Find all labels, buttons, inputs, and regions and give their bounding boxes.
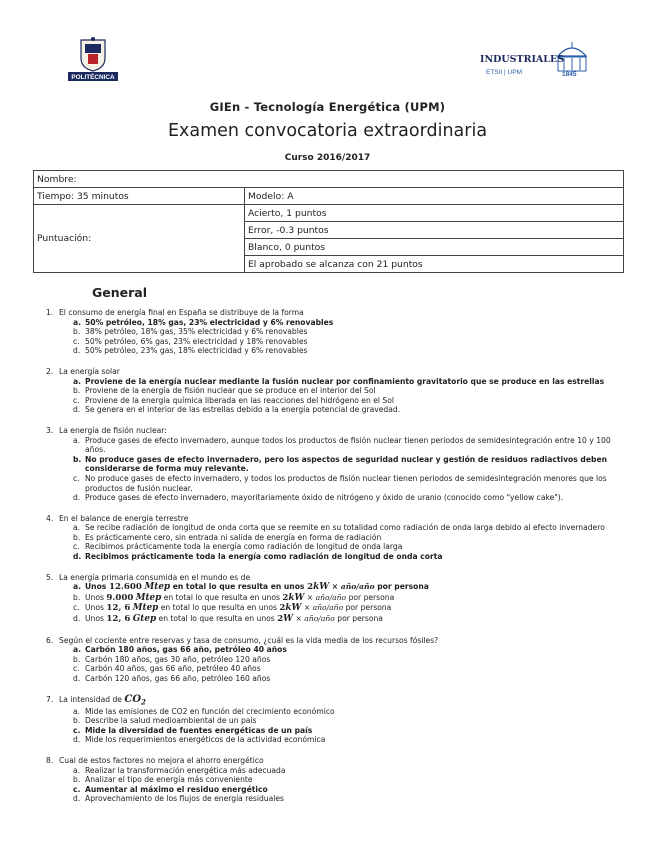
option-power-unit: kW	[313, 582, 330, 593]
option-pre: Unos	[85, 614, 104, 624]
option-post: por persona	[337, 614, 383, 624]
exam-info-table	[33, 170, 624, 273]
option-text: Proviene de la energía química liberada en las reacciones del hidrógeno en el Sol	[85, 395, 394, 405]
option-b[interactable]	[73, 327, 626, 337]
option-pre: Unos	[85, 603, 104, 613]
option-text: No produce gases de efecto invernadero, pero los aspectos de seguridad nuclear y gestión de residuos radiactivos deben considerarse de forma muy relevante.	[85, 454, 608, 474]
option-power: 2	[279, 603, 286, 614]
option-text: 50% petróleo, 6% gas, 23% electricidad y 18% renovables	[85, 336, 308, 346]
model-cell: Modelo: A	[245, 188, 624, 205]
option-letter: c.	[73, 784, 81, 794]
option-letter: d.	[73, 794, 81, 804]
question-number: 6.	[46, 635, 54, 645]
option-power-unit: kW	[288, 592, 305, 603]
option-text: Se genera en el interior de las estrellas debido a la energía potencial de gravedad.	[85, 405, 401, 415]
option-post: por persona	[348, 592, 395, 602]
option-mid: en total lo que resulta en unos	[160, 603, 277, 613]
question-stem: El consumo de energía final en España se distribuye de la forma	[59, 308, 304, 317]
option-text: 50% petróleo, 23% gas, 18% electricidad y 6% renovables	[85, 346, 308, 356]
option-letter: a.	[73, 376, 82, 386]
option-pre: Unos	[85, 592, 104, 602]
option-b[interactable]	[73, 716, 626, 726]
option-times: ×	[303, 603, 311, 613]
option-b[interactable]	[73, 655, 626, 665]
exam-title: Examen convocatoria extraordinaria	[167, 121, 488, 141]
question-stem: La energía primaria consumida en el mundo es de	[59, 572, 251, 582]
option-amount: 12, 6	[106, 603, 131, 614]
question-stem: Cual de estos factores no mejora el ahorro energético	[59, 756, 264, 766]
option-mid: en total lo que resulta en unos	[172, 582, 305, 592]
option-d[interactable]	[73, 794, 626, 804]
option-b[interactable]	[73, 386, 626, 396]
option-c[interactable]	[73, 542, 626, 552]
question-number: 1.	[46, 308, 54, 317]
option-d[interactable]	[73, 405, 626, 415]
option-b[interactable]	[73, 455, 626, 474]
option-fraction: año/año	[304, 614, 335, 624]
option-letter: d.	[73, 346, 81, 356]
section-title: General	[92, 285, 147, 300]
option-a[interactable]	[73, 645, 626, 655]
question-number: 7.	[46, 694, 54, 704]
option-mid: en total lo que resulta en unos	[163, 592, 280, 602]
name-field[interactable]: Nombre:	[34, 171, 624, 188]
option-letter: c.	[73, 664, 80, 674]
option-letter: b.	[73, 454, 82, 464]
option-text: Es prácticamente cero, sin entrada ni salida de energía en forma de radiación	[85, 532, 382, 542]
option-power-unit: kW	[285, 603, 302, 614]
option-text: Se recibe radiación de longitud de onda corta que se reemite en su totalidad como radiación de onda larga debido al efecto invernadero	[85, 523, 605, 533]
option-letter: a.	[73, 706, 81, 716]
course-code: GIEn - Tecnología Energética (UPM)	[209, 100, 446, 114]
option-a[interactable]	[73, 707, 626, 717]
option-d[interactable]	[73, 614, 626, 625]
option-letter: a.	[73, 582, 82, 592]
score-pass-cell: El aprobado se alcanza con 21 puntos	[245, 256, 624, 273]
option-a[interactable]	[73, 318, 626, 328]
option-letter: c.	[73, 336, 80, 346]
option-power: 2	[277, 614, 284, 625]
co2-formula: CO	[124, 693, 142, 705]
option-text: Carbón 40 años, gas 66 año, petróleo 40 años	[85, 664, 261, 674]
option-letter: a.	[73, 523, 81, 533]
option-letter: b.	[73, 775, 81, 785]
option-letter: c.	[73, 725, 81, 735]
option-text: 50% petróleo, 18% gas, 23% electricidad y 6% renovables	[85, 317, 334, 327]
option-letter: a.	[73, 317, 82, 327]
question-3	[46, 426, 626, 503]
logo-year: 1845	[562, 71, 577, 78]
option-text: Aumentar al máximo el residuo energético	[85, 784, 268, 794]
option-text: Proviene de la energía de fisión nuclear que se produce en el interior del Sol	[85, 386, 376, 396]
option-d[interactable]	[73, 674, 626, 684]
question-stem: La energía solar	[59, 366, 120, 376]
option-letter: d.	[73, 735, 81, 745]
option-fraction: año/año	[312, 603, 344, 613]
option-c[interactable]	[73, 337, 626, 347]
option-text: Proviene de la energía nuclear mediante la fusión nuclear por confinamiento gravitatorio que se produce en las estrellas	[85, 376, 605, 386]
option-d[interactable]	[73, 493, 626, 503]
option-amount: 9.000	[106, 592, 134, 603]
option-text: Mide las emisiones de CO2 en función del crecimiento económico	[85, 706, 335, 716]
option-text: Recibimos prácticamente toda la energía como radiación de longitud de onda larga	[85, 542, 403, 552]
logo-left-text: POLITÉCNICA	[71, 74, 115, 81]
option-c[interactable]	[73, 396, 626, 406]
option-letter: a.	[73, 645, 82, 655]
option-letter: a.	[73, 435, 81, 445]
option-times: ×	[306, 592, 314, 602]
option-times: ×	[331, 582, 339, 592]
option-text: Aprovechamiento de los flujos de energía residuales	[85, 794, 284, 804]
question-number: 5.	[46, 572, 54, 582]
option-letter: d.	[73, 614, 81, 624]
option-b[interactable]	[73, 533, 626, 543]
option-letter: b.	[73, 592, 81, 602]
option-a[interactable]	[73, 582, 626, 593]
option-b[interactable]	[73, 593, 626, 604]
option-letter: d.	[73, 552, 82, 562]
option-text: No produce gases de efecto invernadero, y todos los productos de fisión nuclear tienen periodos de semidesintegración menores que los productos de fusión nuclear.	[85, 473, 607, 493]
score-blank-cell: Blanco, 0 puntos	[245, 239, 624, 256]
option-text: Mide la diversidad de fuentes energéticas de un país	[85, 725, 313, 735]
option-letter: d.	[73, 493, 81, 503]
option-amount: 12.600	[108, 582, 142, 593]
option-power: 2	[282, 592, 289, 603]
option-unit: Mtep	[144, 582, 171, 593]
option-text: 38% petróleo, 18% gas, 35% electricidad y 6% renovables	[85, 327, 308, 337]
question-8	[46, 756, 626, 804]
option-fraction: año/año	[340, 582, 375, 592]
option-letter: b.	[73, 386, 81, 396]
option-letter: c.	[73, 542, 80, 552]
option-a[interactable]	[73, 766, 626, 776]
question-number: 2.	[46, 366, 54, 376]
option-c[interactable]	[73, 474, 626, 493]
option-letter: b.	[73, 532, 81, 542]
question-number: 8.	[46, 756, 54, 766]
option-text: Produce gases de efecto invernadero, aunque todos los productos de fisión nuclear tienen periodos de semidesintegración entre 10 y 100 años.	[85, 435, 611, 455]
option-amount: 12, 6	[106, 614, 131, 625]
option-c[interactable]	[73, 785, 626, 795]
option-letter: b.	[73, 327, 81, 337]
option-a[interactable]	[73, 377, 626, 387]
crest-icon	[81, 37, 105, 71]
option-letter: c.	[73, 473, 80, 483]
upm-logo	[62, 36, 124, 82]
option-c[interactable]	[73, 664, 626, 674]
score-label-cell: Puntuación:	[34, 205, 245, 273]
option-post: por persona	[345, 603, 392, 613]
option-text: Mide los requerimientos energéticos de la actividad económica	[85, 735, 326, 745]
question-5	[46, 573, 626, 625]
time-cell: Tiempo: 35 minutos	[34, 188, 245, 205]
option-text: Recibimos prácticamente toda la energía como radiación de longitud de onda corta	[85, 552, 443, 562]
option-text: Describe la salud medioambiental de un país	[85, 716, 257, 726]
option-mid: en total lo que resulta en unos	[158, 614, 275, 624]
academic-year: Curso 2016/2017	[284, 153, 371, 163]
option-power: 2	[307, 582, 314, 593]
question-4	[46, 514, 626, 562]
option-text: Carbón 180 años, gas 66 año, petróleo 40 años	[85, 645, 287, 655]
question-1	[46, 308, 626, 356]
score-error-cell: Error, -0.3 puntos	[245, 222, 624, 239]
option-pre: Unos	[85, 582, 107, 592]
question-list	[46, 308, 626, 815]
question-2	[46, 367, 626, 415]
logo-sub: ETSII | UPM	[486, 69, 522, 76]
option-d[interactable]	[73, 552, 626, 562]
option-a[interactable]	[73, 436, 626, 455]
option-c[interactable]	[73, 726, 626, 736]
question-number: 3.	[46, 425, 54, 435]
option-unit: Mtep	[135, 592, 162, 603]
option-letter: b.	[73, 654, 81, 664]
option-letter: c.	[73, 603, 80, 613]
question-number: 4.	[46, 513, 54, 523]
logo-brand: INDUSTRIALES	[480, 54, 565, 65]
option-b[interactable]	[73, 775, 626, 785]
score-correct-cell: Acierto, 1 puntos	[245, 205, 624, 222]
option-c[interactable]	[73, 603, 626, 614]
option-fraction: año/año	[315, 592, 347, 602]
option-letter: d.	[73, 405, 81, 415]
question-stem: La intensidad de	[59, 694, 122, 704]
option-power-unit: W	[283, 614, 294, 625]
option-d[interactable]	[73, 346, 626, 356]
question-stem: En el balance de energía terrestre	[59, 513, 189, 523]
option-letter: a.	[73, 765, 81, 775]
industriales-logo	[478, 40, 590, 78]
option-post: por persona	[377, 582, 429, 592]
option-text: Realizar la transformación energética más adecuada	[85, 765, 286, 775]
co2-subscript: 2	[141, 697, 146, 707]
option-text: Carbón 120 años, gas 66 año, petróleo 160 años	[85, 674, 271, 683]
option-unit: Mtep	[132, 603, 159, 614]
option-a[interactable]	[73, 523, 626, 533]
option-letter: d.	[73, 674, 81, 683]
option-unit: Gtep	[132, 614, 157, 625]
question-stem: La energía de fisión nuclear:	[59, 425, 167, 435]
question-6	[46, 636, 626, 684]
option-letter: b.	[73, 716, 81, 726]
option-letter: c.	[73, 395, 80, 405]
option-text: Analizar el tipo de energía más conveniente	[85, 775, 253, 785]
option-text: Produce gases de efecto invernadero, mayoritariamente óxido de nitrógeno y óxido de uranio (conocido como "yellow cake").	[85, 493, 564, 503]
option-text: Carbón 180 años, gas 30 año, petróleo 120 años	[85, 654, 271, 664]
option-d[interactable]	[73, 735, 626, 745]
question-7	[46, 695, 626, 745]
option-times: ×	[295, 614, 302, 624]
question-stem: Según el cociente entre reservas y tasa de consumo, ¿cuál es la vida media de los recursos fósiles?	[59, 635, 439, 645]
